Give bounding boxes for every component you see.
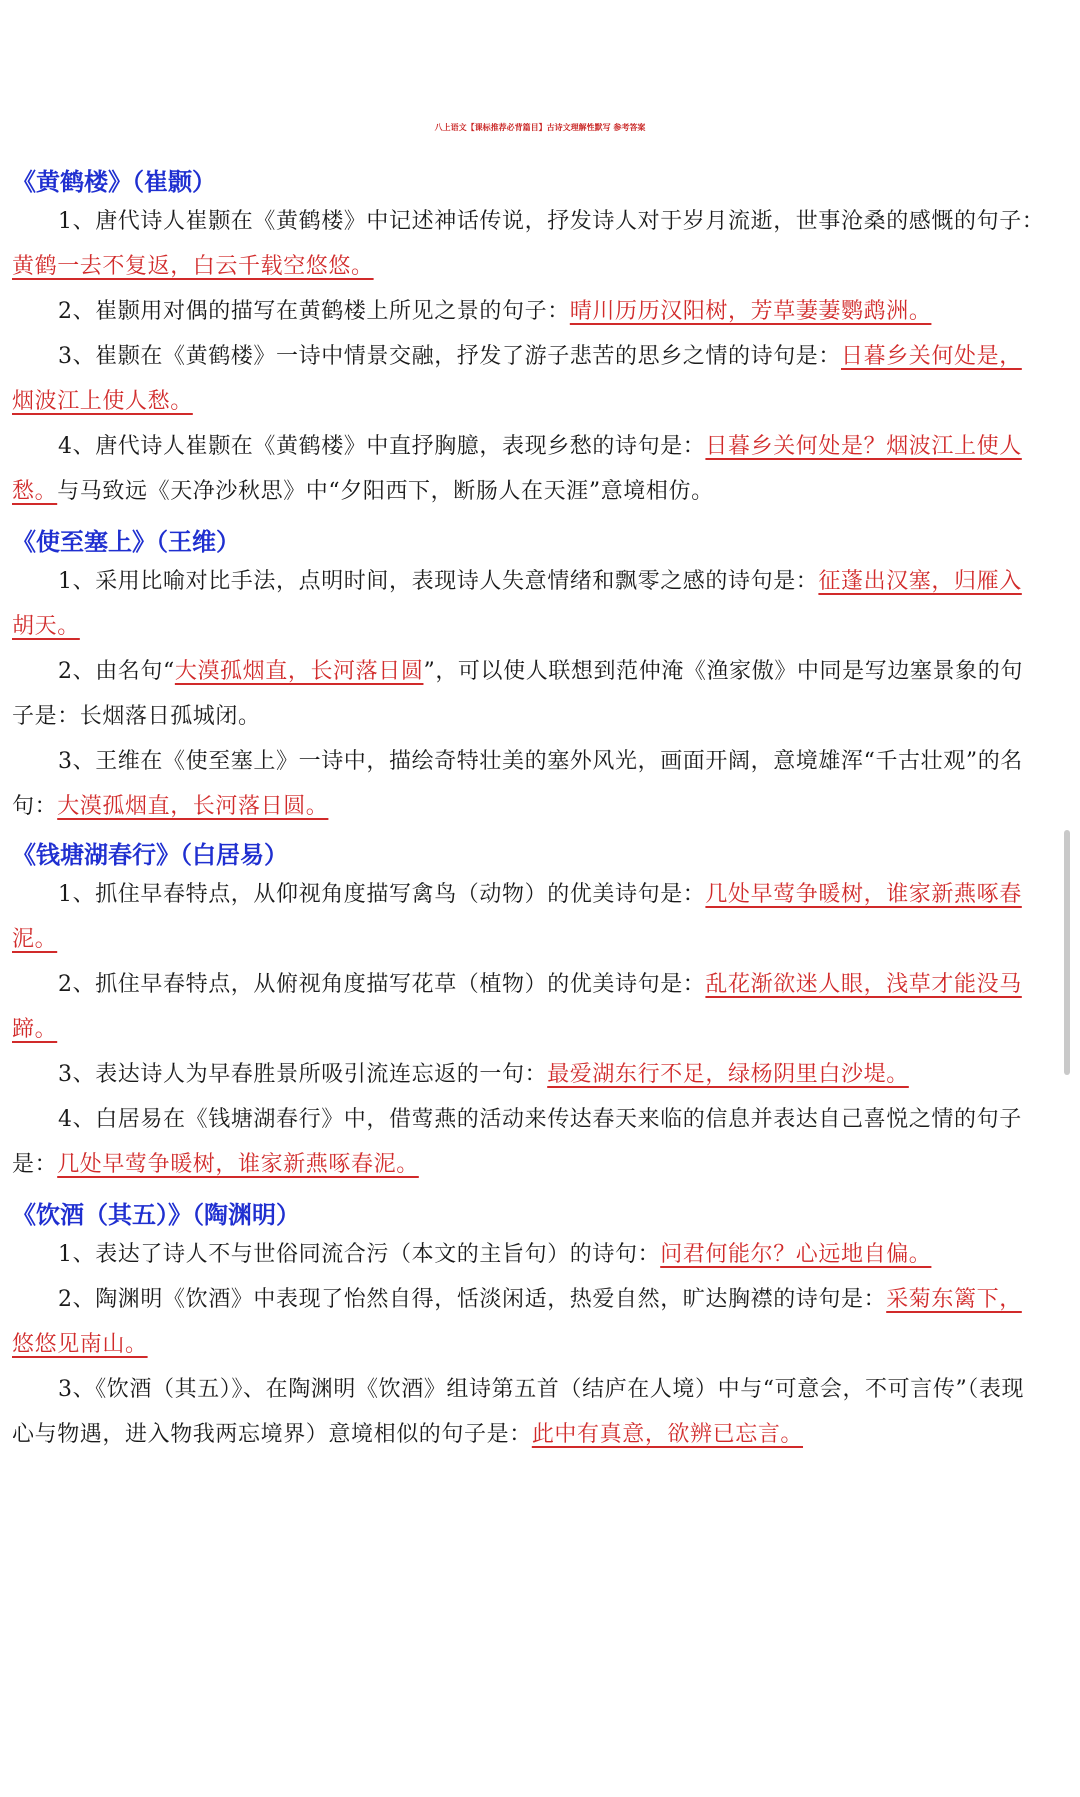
question-text: 是：	[12, 1152, 58, 1177]
question-text: 子是：长烟落日孤城闭。	[12, 704, 261, 729]
answer-text: 日暮乡关何处是？烟波江上使人	[705, 434, 1022, 459]
answer-text: 最爱湖东行不足，绿杨阴里白沙堤。	[547, 1062, 909, 1087]
answer-text: 几处早莺争暖树，谁家新燕啄春泥。	[57, 1152, 419, 1177]
answer-line	[12, 252, 1068, 282]
answer-line	[12, 1330, 1068, 1360]
section-heading: 《钱塘湖春行》（白居易）	[12, 841, 288, 869]
question-line	[58, 657, 1068, 687]
section-heading: 《使至塞上》（王维）	[12, 528, 240, 556]
question-text: 3、王维在《使至塞上》一诗中，描绘奇特壮美的塞外风光，画面开阔，意境雄浑“千古壮观”的名	[58, 749, 1023, 774]
question-line	[58, 1060, 1068, 1090]
answer-text: 泥。	[12, 927, 58, 952]
section-heading: 《饮酒（其五）》（陶渊明）	[12, 1201, 300, 1229]
question-text: 2、由名句“	[58, 659, 175, 684]
question-line	[58, 880, 1068, 910]
question-line	[58, 1240, 1068, 1270]
answer-text: 烟波江上使人愁。	[12, 389, 193, 414]
answer-text: 乱花渐欲迷人眼，浅草才能没马	[705, 972, 1022, 997]
answer-text: 问君何能尔？心远地自偏。	[660, 1242, 932, 1267]
answer-text: 此中有真意，欲辨已忘言。	[531, 1422, 804, 1447]
answer-line	[12, 925, 1068, 955]
answer-text: 征蓬出汉塞，归雁入	[818, 569, 1022, 594]
answer-text: 采菊东篱下，	[886, 1287, 1022, 1312]
question-text: 1、抓住早春特点，从仰视角度描写禽鸟（动物）的优美诗句是：	[58, 882, 706, 907]
question-line	[58, 970, 1068, 1000]
answer-line	[12, 612, 1068, 642]
question-line	[58, 432, 1068, 462]
answer-line	[12, 1015, 1068, 1045]
answer-text: 悠悠见南山。	[12, 1332, 148, 1357]
question-text: 心与物遇，进入物我两忘境界）意境相似的句子是：	[12, 1422, 532, 1447]
question-text: 4、唐代诗人崔颢在《黄鹤楼》中直抒胸臆，表现乡愁的诗句是：	[58, 434, 706, 459]
question-text: 3、表达诗人为早春胜景所吸引流连忘返的一句：	[58, 1062, 548, 1087]
answer-line	[12, 387, 1068, 417]
question-text: 1、唐代诗人崔颢在《黄鹤楼》中记述神话传说，抒发诗人对于岁月流逝，世事沧桑的感慨的句子：	[58, 209, 1045, 234]
answer-text: 大漠孤烟直，长河落日圆。	[57, 794, 329, 819]
answer-text: 晴川历历汉阳树，芳草萋萋鹦鹉洲。	[569, 299, 932, 324]
question-text: 1、采用比喻对比手法，点明时间，表现诗人失意情绪和飘零之感的诗句是：	[58, 569, 819, 594]
question-text: 句：	[12, 794, 58, 819]
answer-text: 大漠孤烟直，长河落日圆	[174, 659, 424, 684]
question-text: 2、崔颢用对偶的描写在黄鹤楼上所见之景的句子：	[58, 299, 570, 324]
question-text: 3、崔颢在《黄鹤楼》一诗中情景交融，抒发了游子悲苦的思乡之情的诗句是：	[58, 344, 841, 369]
question-line	[12, 1420, 1068, 1450]
answer-line	[12, 477, 1068, 507]
question-line	[58, 1285, 1068, 1315]
question-text: 与马致远《天净沙秋思》中“夕阳西下，断肠人在天涯”意境相仿。	[57, 479, 714, 504]
scrollbar[interactable]	[1064, 830, 1070, 1075]
question-text: 2、陶渊明《饮酒》中表现了怡然自得，恬淡闲适，热爱自然，旷达胸襟的诗句是：	[58, 1287, 887, 1312]
question-text: 2、抓住早春特点，从俯视角度描写花草（植物）的优美诗句是：	[58, 972, 706, 997]
answer-text: 胡天。	[12, 614, 80, 639]
answer-text: 几处早莺争暖树，谁家新燕啄春	[705, 882, 1022, 907]
section-heading: 《黄鹤楼》（崔颢）	[12, 168, 216, 196]
answer-text: 愁。	[12, 479, 58, 504]
question-line	[58, 342, 1068, 372]
answer-text: 日暮乡关何处是，	[841, 344, 1022, 369]
question-line	[58, 297, 1068, 327]
question-text: 1、表达了诗人不与世俗同流合污（本文的主旨句）的诗句：	[58, 1242, 661, 1267]
answer-text: 蹄。	[12, 1017, 58, 1042]
page-title: 八上语文【课标推荐必背篇目】古诗文理解性默写 参考答案	[434, 123, 646, 132]
question-line	[12, 1150, 1068, 1180]
question-text: 3、《饮酒（其五）》、在陶渊明《饮酒》组诗第五首（结庐在人境）中与“可意会，不可言传”（表现	[58, 1377, 1025, 1402]
question-line	[58, 567, 1068, 597]
question-line	[12, 792, 1068, 822]
question-text: 4、白居易在《钱塘湖春行》中，借莺燕的活动来传达春天来临的信息并表达自己喜悦之情的句子	[58, 1107, 1022, 1132]
question-text: ”，可以使人联想到范仲淹《渔家傲》中同是写边塞景象的句	[423, 659, 1023, 684]
answer-text: 黄鹤一去不复返，白云千载空悠悠。	[12, 254, 374, 279]
